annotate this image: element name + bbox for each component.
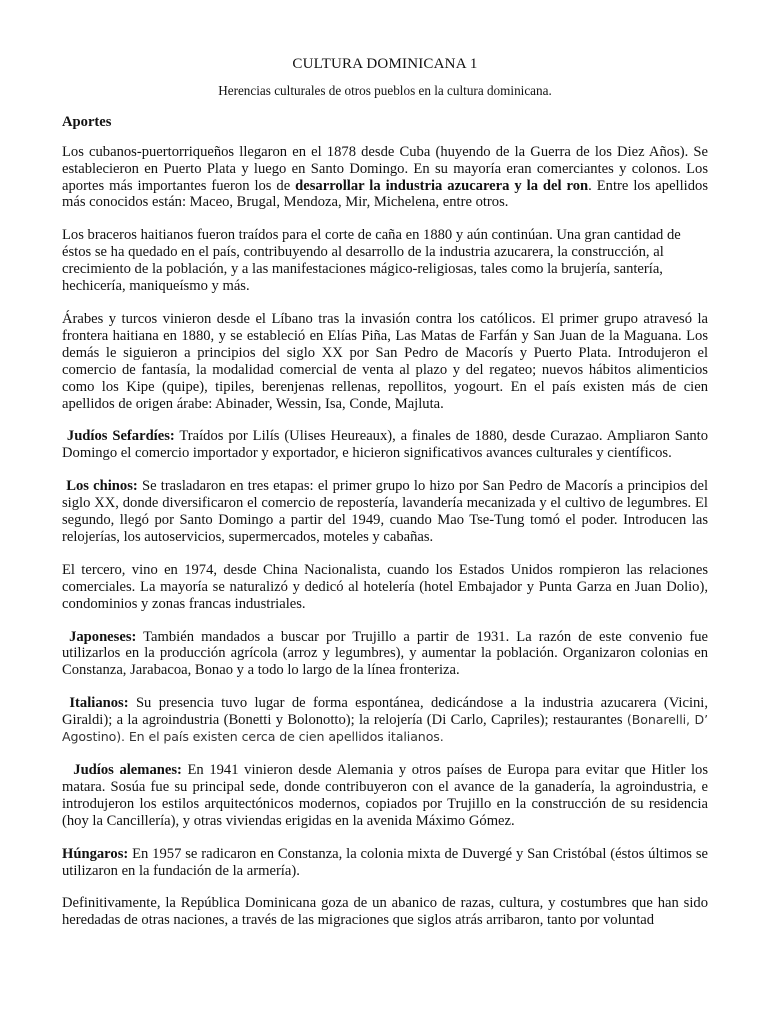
document-page — [62, 56, 708, 945]
paragraph-text: Traídos por Lilís (Ulises Heureaux), a finales de 1880, desde Curazao. Ampliaron Santo Domingo el comercio importador y exportador, e hicieron significativos avances culturales y científicos. — [62, 428, 709, 462]
paragraph-label: Judíos alemanes: — [73, 762, 182, 778]
paragraph-text: Los cubanos-puertorriqueños llegaron en el 1878 desde Cuba (huyendo de la Guerra de los Diez Años). Se establecieron en Puerto Plata y luego en Santo Domingo. En su mayoría eran comerciantes y colonos. Los aportes más importantes fueron los de — [62, 143, 708, 194]
paragraph-arabes: Árabes y turcos vinieron desde el Líbano tras la invasión contra los católicos. El primer grupo atravesó la frontera haitiana en 1880, y se estableció en Elías Piña, Las Matas de Farfán y San Juan de la Maguana. Los demás le siguieron a principios del siglo XX por San Pedro de Macorís y Puerto Plata. Introdujeron el comercio de fantasía, la modalidad comercial de venta al plazo y del regateo; nuevos hábitos alimenticios como los Kipe (quipe), tipiles, berenjenas rellenas, repollitos, yogourt. En el país existen más de cien apellidos de origen árabe: Abinader, Wessin, Isa, Conde, Majluta. — [62, 310, 708, 412]
emphasis-text: desarrollar la industria azucarera y la del ron — [295, 177, 589, 194]
paragraph-haitianos: Los braceros haitianos fueron traídos para el corte de caña en 1880 y aún continúan. Una gran cantidad de éstos se ha quedado en el país, contribuyendo al desarrollo de la industria azucarera, la construcción, al crecimiento de la población, y a las manifestaciones mágico-religiosas, tales como la brujería, santería, hechicería, maniqueísmo y más. — [62, 227, 681, 295]
paragraph-judios-alemanes — [62, 762, 708, 830]
paragraph-hungaros — [62, 846, 708, 880]
paragraph-text: Su presencia tuvo lugar de forma espontánea, dedicándose a la industria azucarera (Vicini, Giraldi); a la agroindustria (Bonetti y Bolonotto); la relojería (Di Carlo, Capriles); restaurantes — [62, 695, 709, 729]
paragraph-conclusion: Definitivamente, la República Dominicana goza de un abanico de razas, cultura, y costumbres que han sido heredadas de otras naciones, a través de las migraciones que siglos atrás arribaron, tanto por voluntad — [62, 895, 708, 929]
paragraph-chinos — [62, 478, 708, 546]
paragraph-text: . Entre los apellidos más conocidos están: Maceo, Brugal, Mendoza, Mir, Michelena, entre otros. — [62, 177, 708, 211]
paragraph-text: En 1941 vinieron desde Alemania y otros países de Europa para evitar que Hitler los matara. Sosúa fue su principal sede, donde contribuyeron con el avance de la ganadería, la agroindustria, e introdujeron los estilos arquitectónicos modernos, copiados por Trujillo en la construcción de su residencia (hoy la Cancillería), y otras viviendas erigidas en la avenida Máximo Gómez. — [62, 762, 709, 829]
section-heading-aportes: Aportes — [62, 113, 112, 130]
paragraph-label: Italianos: — [69, 695, 129, 712]
paragraph-label: Judíos Sefardíes: — [66, 428, 175, 445]
paragraph-text-alt-font: (Bonarelli, D’ Agostino). En el país existen cerca de cien apellidos italianos. — [62, 712, 708, 745]
paragraph-cubanos — [62, 144, 708, 212]
paragraph-japoneses — [62, 629, 708, 680]
paragraph-text: Se trasladaron en tres etapas: el primer grupo lo hizo por San Pedro de Macorís a principios del siglo XX, donde diversificaron el comercio de repostería, lavandería mecanizada y el cultivo de legumbres. El segundo, llegó por Santo Domingo a partir del 1949, cuando Mao Tse-Tung tomó el poder. Introducen las relojerías, los autoservicios, supermercados, moteles y cabañas. — [62, 478, 708, 545]
document-title: CULTURA DOMINICANA 1 — [292, 56, 478, 72]
paragraph-label: Húngaros: — [62, 845, 129, 862]
paragraph-italianos — [62, 695, 708, 746]
paragraph-chinos-tercero: El tercero, vino en 1974, desde China Nacionalista, cuando los Estados Unidos rompieron las relaciones comerciales. La mayoría se naturalizó y dedicó al hotelería (hotel Embajador y Punta Garza en Juan Dolio), condominios y zonas francas industriales. — [62, 561, 708, 612]
paragraph-judios-sefardies — [62, 428, 708, 462]
paragraph-text: En 1957 se radicaron en Constanza, la colonia mixta de Duvergé y San Cristóbal (éstos últimos se utilizaron en la fundación de la armería). — [62, 845, 708, 879]
document-subtitle: Herencias culturales de otros pueblos en la cultura dominicana. — [218, 82, 552, 98]
paragraph-text: También mandados a buscar por Trujillo a partir de 1931. La razón de este convenio fue utilizarlos en la producción agrícola (arroz y legumbres), y aumentar la población. Organizaron colonias en Constanza, Jarabacoa, Bonao y a todo lo largo de la línea fronteriza. — [62, 628, 708, 679]
paragraph-label: Japoneses: — [69, 628, 137, 645]
paragraph-label: Los chinos: — [66, 478, 138, 495]
